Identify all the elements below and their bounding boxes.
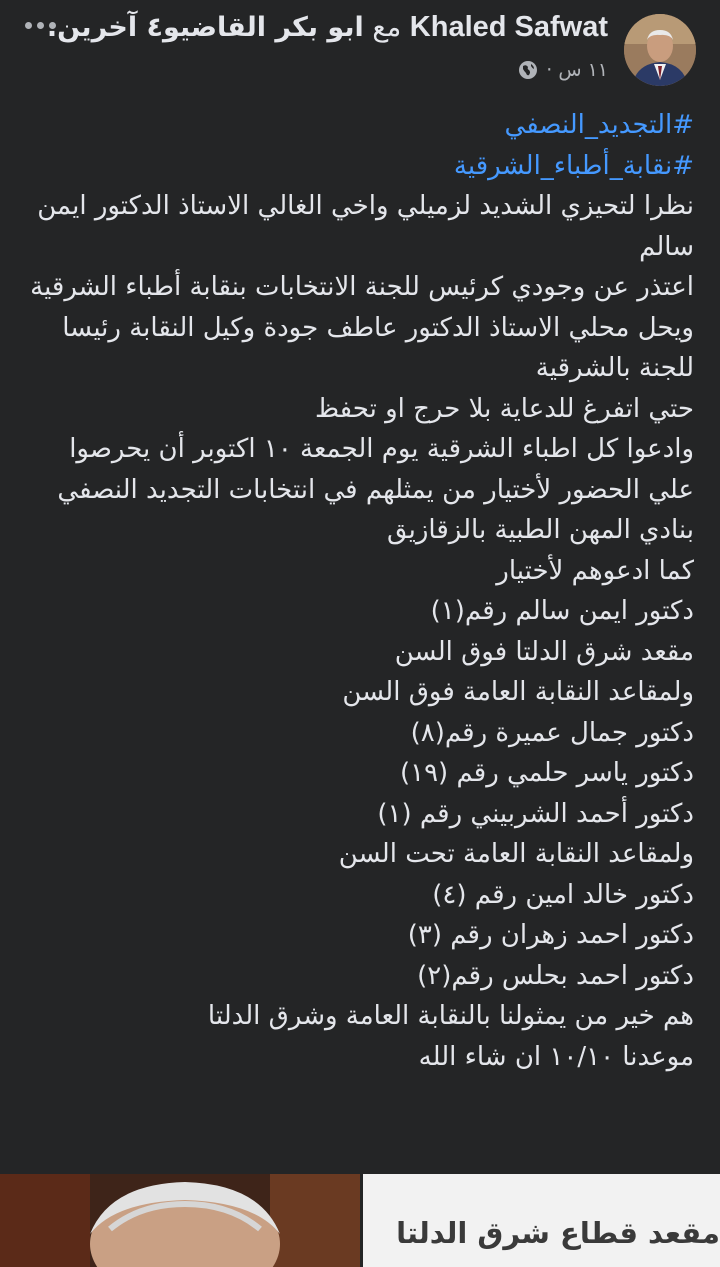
candidate-line: دكتور ايمن سالم رقم(١)	[430, 596, 694, 626]
hashtag-link[interactable]	[30, 105, 694, 146]
avatar-photo	[624, 14, 696, 86]
post-header	[0, 0, 720, 100]
post-body	[30, 105, 694, 1077]
author-name[interactable]: Khaled Safwat	[409, 11, 608, 43]
attachment-photo-left-image	[0, 1174, 360, 1267]
post-meta	[518, 56, 608, 84]
candidate-line: دكتور جمال عميرة رقم(٨)	[410, 717, 694, 748]
tagged-person[interactable]: ابو بكر القاضي	[179, 12, 364, 43]
post-paragraph: موعدنا ١٠/١٠ ان شاء الله	[418, 1041, 694, 1072]
post-paragraph: اعتذر عن وجودي كرئيس للجنة الانتخابات بنقابة أطباء الشرقية ويحل محلي الاستاذ الدكتور عاطف جودة وكيل النقابة رئيسا للجنة بالشرقية	[30, 272, 694, 383]
post-paragraph: حتي اتفرغ للدعاية بلا حرج او تحفظ	[314, 393, 694, 424]
globe-icon[interactable]	[518, 60, 538, 80]
candidate-line: دكتور أحمد الشربيني رقم (١)	[377, 798, 694, 829]
seat-line: ولمقاعد النقابة العامة فوق السن	[342, 677, 694, 707]
seat-line: مقعد شرق الدلتا فوق السن	[394, 636, 694, 667]
more-options-icon-dot	[37, 22, 44, 29]
post-paragraph: وادعوا كل اطباء الشرقية يوم الجمعة ١٠ اكتوبر أن يحرصوا علي الحضور لأختيار من يمثلهم في انتخابات التجديد النصفي بنادي المهن الطبية بالزقازيق	[57, 434, 694, 545]
with-word: مع	[372, 12, 402, 43]
post-paragraph: كما ادعوهم لأختيار	[496, 555, 694, 586]
attachment-photo-left[interactable]	[0, 1174, 360, 1267]
post-attachments	[0, 1174, 720, 1267]
hashtag-link[interactable]	[30, 146, 694, 187]
attachment-caption: مقعد قطاع شرق الدلتا	[396, 1216, 720, 1250]
hashtag-renewal[interactable]: #التجديد_النصفي	[504, 110, 694, 140]
post-timestamp[interactable]: ١١ س ·	[546, 59, 608, 81]
hashtag-syndicate[interactable]: #نقابة_أطباء_الشرقية	[453, 150, 694, 181]
post-paragraph: نظرا لتحيزي الشديد لزميلي واخي الغالي الاستاذ الدكتور ايمن سالم	[37, 191, 694, 262]
author-avatar[interactable]	[624, 14, 696, 86]
candidate-line: دكتور خالد امين رقم (٤)	[432, 879, 694, 910]
candidate-line: دكتور احمد زهران رقم (٣)	[407, 920, 694, 950]
candidate-line: دكتور احمد بحلس رقم(٢)	[417, 960, 694, 991]
and-others-link[interactable]: و٤ آخرين.	[46, 12, 180, 43]
more-options-icon	[25, 22, 32, 29]
seat-line: ولمقاعد النقابة العامة تحت السن	[338, 839, 694, 869]
attachment-photo-right[interactable]	[363, 1174, 720, 1267]
author-line	[47, 8, 608, 47]
candidate-line: دكتور ياسر حلمي رقم (١٩)	[399, 758, 694, 788]
post-paragraph: هم خير من يمثولنا بالنقابة العامة وشرق الدلتا	[207, 1001, 694, 1031]
